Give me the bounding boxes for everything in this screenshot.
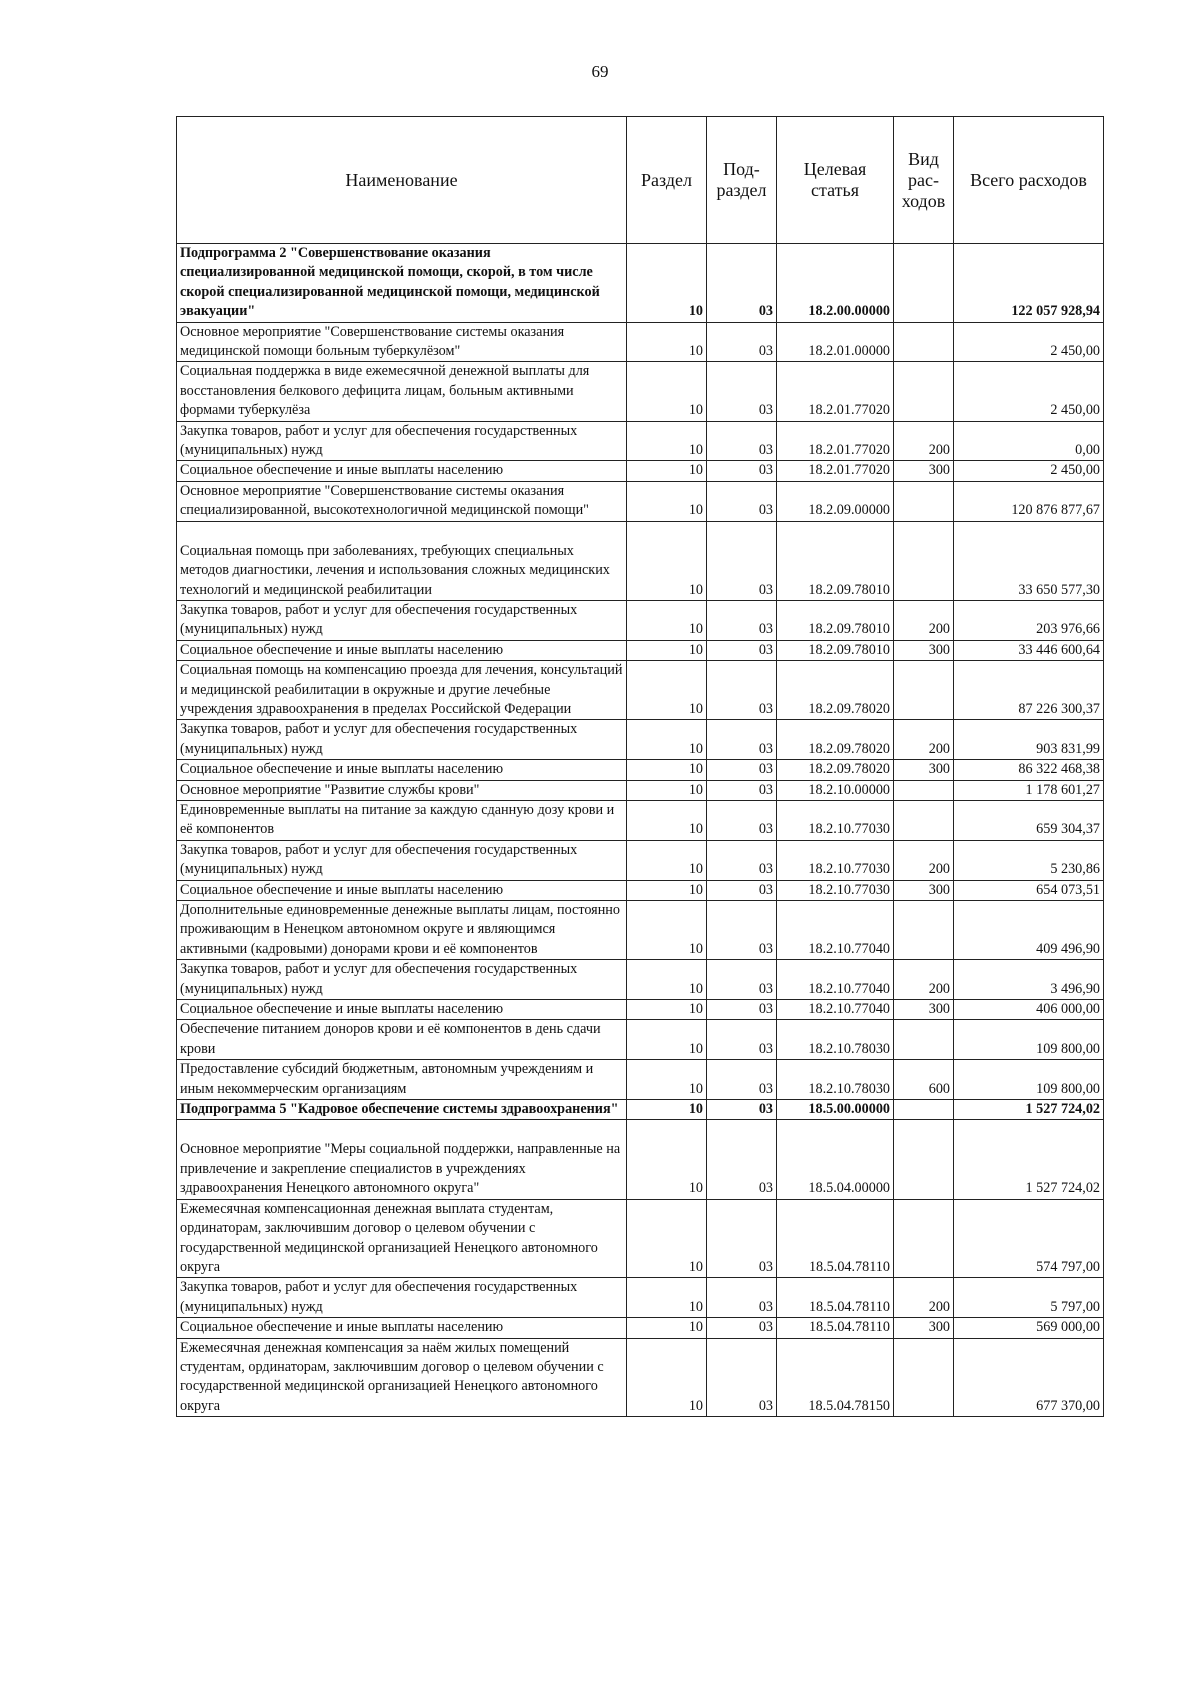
cell-vid xyxy=(894,1199,954,1278)
cell-razdel: 10 xyxy=(627,780,707,800)
cell-statya: 18.5.04.78150 xyxy=(777,1338,894,1417)
header-vid: Вид рас- ходов xyxy=(894,117,954,244)
cell-podrazdel: 03 xyxy=(707,362,777,421)
cell-name: Основное мероприятие "Совершенствование системы оказания медицинской помощи больным туберкулёзом" xyxy=(177,322,627,362)
cell-vid: 200 xyxy=(894,840,954,880)
cell-name: Основное мероприятие "Совершенствование системы оказания специализированной, высокотехнологичной медицинской помощи" xyxy=(177,481,627,521)
cell-razdel: 10 xyxy=(627,760,707,780)
cell-statya: 18.5.04.78110 xyxy=(777,1199,894,1278)
table-row xyxy=(177,640,1104,660)
cell-razdel: 10 xyxy=(627,661,707,720)
cell-total: 1 527 724,02 xyxy=(954,1120,1104,1199)
table-header-row xyxy=(177,117,1104,244)
cell-statya: 18.2.10.77030 xyxy=(777,800,894,840)
cell-vid xyxy=(894,1100,954,1120)
cell-total: 0,00 xyxy=(954,421,1104,461)
cell-vid: 300 xyxy=(894,1000,954,1020)
cell-vid: 300 xyxy=(894,640,954,660)
header-name: Наименование xyxy=(177,117,627,244)
cell-total: 406 000,00 xyxy=(954,1000,1104,1020)
table-row xyxy=(177,760,1104,780)
cell-statya: 18.2.09.78010 xyxy=(777,521,894,600)
cell-name: Социальная помощь на компенсацию проезда для лечения, консультаций и медицинской реабилитации в окружные и другие лечебные учреждения здравоохранения в пределах Российской Федерации xyxy=(177,661,627,720)
header-razdel: Раздел xyxy=(627,117,707,244)
cell-total: 5 230,86 xyxy=(954,840,1104,880)
cell-razdel: 10 xyxy=(627,800,707,840)
header-statya: Целевая статья xyxy=(777,117,894,244)
table-row xyxy=(177,521,1104,600)
cell-total: 120 876 877,67 xyxy=(954,481,1104,521)
cell-razdel: 10 xyxy=(627,960,707,1000)
cell-razdel: 10 xyxy=(627,461,707,481)
cell-podrazdel: 03 xyxy=(707,1278,777,1318)
cell-podrazdel: 03 xyxy=(707,901,777,960)
cell-statya: 18.2.01.77020 xyxy=(777,362,894,421)
cell-vid: 300 xyxy=(894,461,954,481)
cell-name: Социальное обеспечение и иные выплаты населению xyxy=(177,1000,627,1020)
cell-vid: 600 xyxy=(894,1060,954,1100)
cell-total: 2 450,00 xyxy=(954,362,1104,421)
cell-vid xyxy=(894,800,954,840)
cell-razdel: 10 xyxy=(627,322,707,362)
cell-name: Подпрограмма 5 "Кадровое обеспечение системы здравоохранения" xyxy=(177,1100,627,1120)
cell-name: Социальное обеспечение и иные выплаты населению xyxy=(177,1318,627,1338)
cell-total: 659 304,37 xyxy=(954,800,1104,840)
table-row xyxy=(177,880,1104,900)
table-row xyxy=(177,421,1104,461)
cell-podrazdel: 03 xyxy=(707,780,777,800)
cell-name: Ежемесячная компенсационная денежная выплата студентам, ординаторам, заключившим договор о целевом обучении с государственной медицинской организацией Ненецкого автономного округа xyxy=(177,1199,627,1278)
table-row xyxy=(177,1278,1104,1318)
cell-podrazdel: 03 xyxy=(707,1338,777,1417)
cell-total: 654 073,51 xyxy=(954,880,1104,900)
cell-vid xyxy=(894,780,954,800)
cell-vid xyxy=(894,521,954,600)
cell-total: 2 450,00 xyxy=(954,322,1104,362)
cell-statya: 18.5.00.00000 xyxy=(777,1100,894,1120)
table-row xyxy=(177,1020,1104,1060)
cell-razdel: 10 xyxy=(627,1020,707,1060)
table-row xyxy=(177,481,1104,521)
cell-total: 1 178 601,27 xyxy=(954,780,1104,800)
table-row xyxy=(177,322,1104,362)
cell-podrazdel: 03 xyxy=(707,760,777,780)
cell-vid xyxy=(894,1120,954,1199)
cell-statya: 18.2.09.78020 xyxy=(777,661,894,720)
cell-podrazdel: 03 xyxy=(707,481,777,521)
table-row xyxy=(177,1000,1104,1020)
cell-statya: 18.5.04.78110 xyxy=(777,1278,894,1318)
cell-vid: 200 xyxy=(894,600,954,640)
cell-statya: 18.2.10.77040 xyxy=(777,1000,894,1020)
cell-name: Ежемесячная денежная компенсация за наём жилых помещений студентам, ординаторам, заключившим договор о целевом обучении с государственной медицинской организацией Ненецкого автономного округа xyxy=(177,1338,627,1417)
cell-podrazdel: 03 xyxy=(707,880,777,900)
cell-total: 86 322 468,38 xyxy=(954,760,1104,780)
header-podrazdel: Под- раздел xyxy=(707,117,777,244)
cell-vid xyxy=(894,661,954,720)
cell-name: Единовременные выплаты на питание за каждую сданную дозу крови и её компонентов xyxy=(177,800,627,840)
cell-name: Закупка товаров, работ и услуг для обеспечения государственных (муниципальных) нужд xyxy=(177,600,627,640)
cell-name: Закупка товаров, работ и услуг для обеспечения государственных (муниципальных) нужд xyxy=(177,840,627,880)
cell-podrazdel: 03 xyxy=(707,1060,777,1100)
cell-total: 677 370,00 xyxy=(954,1338,1104,1417)
cell-total: 122 057 928,94 xyxy=(954,244,1104,323)
cell-total: 1 527 724,02 xyxy=(954,1100,1104,1120)
cell-podrazdel: 03 xyxy=(707,1100,777,1120)
cell-podrazdel: 03 xyxy=(707,661,777,720)
cell-podrazdel: 03 xyxy=(707,600,777,640)
cell-razdel: 10 xyxy=(627,421,707,461)
cell-statya: 18.2.00.00000 xyxy=(777,244,894,323)
cell-name: Социальное обеспечение и иные выплаты населению xyxy=(177,640,627,660)
cell-podrazdel: 03 xyxy=(707,840,777,880)
cell-razdel: 10 xyxy=(627,720,707,760)
cell-total: 5 797,00 xyxy=(954,1278,1104,1318)
cell-statya: 18.2.01.77020 xyxy=(777,421,894,461)
cell-statya: 18.5.04.00000 xyxy=(777,1120,894,1199)
cell-total: 109 800,00 xyxy=(954,1020,1104,1060)
cell-razdel: 10 xyxy=(627,880,707,900)
cell-statya: 18.2.09.78010 xyxy=(777,640,894,660)
cell-podrazdel: 03 xyxy=(707,322,777,362)
cell-total: 3 496,90 xyxy=(954,960,1104,1000)
table-row xyxy=(177,600,1104,640)
cell-name: Подпрограмма 2 "Совершенствование оказания специализированной медицинской помощи, скорой, в том числе скорой специализированной медицинской помощи, медицинской эвакуации" xyxy=(177,244,627,323)
cell-name: Закупка товаров, работ и услуг для обеспечения государственных (муниципальных) нужд xyxy=(177,720,627,760)
table-row xyxy=(177,1100,1104,1120)
cell-razdel: 10 xyxy=(627,481,707,521)
cell-podrazdel: 03 xyxy=(707,521,777,600)
cell-statya: 18.2.09.78010 xyxy=(777,600,894,640)
cell-vid xyxy=(894,901,954,960)
cell-razdel: 10 xyxy=(627,521,707,600)
cell-vid: 200 xyxy=(894,421,954,461)
cell-vid: 300 xyxy=(894,760,954,780)
table-row xyxy=(177,901,1104,960)
cell-total: 87 226 300,37 xyxy=(954,661,1104,720)
cell-razdel: 10 xyxy=(627,1000,707,1020)
cell-razdel: 10 xyxy=(627,1338,707,1417)
cell-podrazdel: 03 xyxy=(707,960,777,1000)
cell-podrazdel: 03 xyxy=(707,1020,777,1060)
page-number: 69 xyxy=(591,62,609,81)
cell-statya: 18.2.10.77040 xyxy=(777,960,894,1000)
table-row xyxy=(177,461,1104,481)
cell-razdel: 10 xyxy=(627,901,707,960)
table-row xyxy=(177,1120,1104,1199)
cell-name: Дополнительные единовременные денежные выплаты лицам, постоянно проживающим в Ненецком автономном округе и являющимся активными (кадровыми) донорами крови и её компонентов xyxy=(177,901,627,960)
cell-razdel: 10 xyxy=(627,600,707,640)
cell-name: Социальная помощь при заболеваниях, требующих специальных методов диагностики, лечения и использования сложных медицинских технологий и медицинской реабилитации xyxy=(177,521,627,600)
cell-total: 409 496,90 xyxy=(954,901,1104,960)
cell-statya: 18.2.10.78030 xyxy=(777,1060,894,1100)
cell-statya: 18.2.09.78020 xyxy=(777,760,894,780)
table-row xyxy=(177,244,1104,323)
budget-table xyxy=(176,116,1104,1417)
cell-statya: 18.2.09.78020 xyxy=(777,720,894,760)
cell-razdel: 10 xyxy=(627,640,707,660)
cell-statya: 18.2.09.00000 xyxy=(777,481,894,521)
cell-statya: 18.2.10.78030 xyxy=(777,1020,894,1060)
table-row xyxy=(177,1318,1104,1338)
cell-vid: 200 xyxy=(894,1278,954,1318)
cell-vid: 300 xyxy=(894,1318,954,1338)
cell-total: 903 831,99 xyxy=(954,720,1104,760)
cell-podrazdel: 03 xyxy=(707,461,777,481)
table-row xyxy=(177,960,1104,1000)
cell-razdel: 10 xyxy=(627,1060,707,1100)
cell-vid xyxy=(894,244,954,323)
header-total: Всего расходов xyxy=(954,117,1104,244)
cell-podrazdel: 03 xyxy=(707,1120,777,1199)
cell-razdel: 10 xyxy=(627,840,707,880)
cell-vid xyxy=(894,1020,954,1060)
cell-name: Закупка товаров, работ и услуг для обеспечения государственных (муниципальных) нужд xyxy=(177,421,627,461)
table-row xyxy=(177,362,1104,421)
cell-name: Основное мероприятие "Развитие службы крови" xyxy=(177,780,627,800)
cell-vid: 300 xyxy=(894,880,954,900)
cell-total: 109 800,00 xyxy=(954,1060,1104,1100)
cell-total: 569 000,00 xyxy=(954,1318,1104,1338)
cell-podrazdel: 03 xyxy=(707,1000,777,1020)
cell-podrazdel: 03 xyxy=(707,640,777,660)
cell-total: 33 650 577,30 xyxy=(954,521,1104,600)
cell-podrazdel: 03 xyxy=(707,800,777,840)
cell-name: Социальная поддержка в виде ежемесячной денежной выплаты для восстановления белкового дефицита лицам, больным активными формами туберкулёза xyxy=(177,362,627,421)
cell-name: Предоставление субсидий бюджетным, автономным учреждениям и иным некоммерческим организациям xyxy=(177,1060,627,1100)
cell-name: Основное мероприятие "Меры социальной поддержки, направленные на привлечение и закрепление специалистов в учреждениях здравоохранения Ненецкого автономного округа" xyxy=(177,1120,627,1199)
cell-razdel: 10 xyxy=(627,244,707,323)
cell-total: 203 976,66 xyxy=(954,600,1104,640)
cell-statya: 18.2.10.77030 xyxy=(777,840,894,880)
cell-podrazdel: 03 xyxy=(707,421,777,461)
table-row xyxy=(177,720,1104,760)
cell-vid xyxy=(894,322,954,362)
cell-total: 2 450,00 xyxy=(954,461,1104,481)
cell-name: Обеспечение питанием доноров крови и её компонентов в день сдачи крови xyxy=(177,1020,627,1060)
cell-statya: 18.2.01.77020 xyxy=(777,461,894,481)
cell-razdel: 10 xyxy=(627,1318,707,1338)
cell-vid xyxy=(894,362,954,421)
cell-name: Социальное обеспечение и иные выплаты населению xyxy=(177,760,627,780)
table-row xyxy=(177,1060,1104,1100)
table-row xyxy=(177,1199,1104,1278)
cell-razdel: 10 xyxy=(627,1100,707,1120)
cell-podrazdel: 03 xyxy=(707,1199,777,1278)
cell-statya: 18.2.10.00000 xyxy=(777,780,894,800)
cell-name: Социальное обеспечение и иные выплаты населению xyxy=(177,461,627,481)
table-row xyxy=(177,1338,1104,1417)
cell-podrazdel: 03 xyxy=(707,244,777,323)
cell-razdel: 10 xyxy=(627,1120,707,1199)
cell-vid xyxy=(894,1338,954,1417)
cell-razdel: 10 xyxy=(627,362,707,421)
table-body xyxy=(177,244,1104,1417)
cell-statya: 18.2.10.77030 xyxy=(777,880,894,900)
cell-vid: 200 xyxy=(894,720,954,760)
table-row xyxy=(177,780,1104,800)
cell-name: Социальное обеспечение и иные выплаты населению xyxy=(177,880,627,900)
table-row xyxy=(177,840,1104,880)
cell-statya: 18.2.10.77040 xyxy=(777,901,894,960)
cell-vid xyxy=(894,481,954,521)
cell-total: 33 446 600,64 xyxy=(954,640,1104,660)
cell-statya: 18.2.01.00000 xyxy=(777,322,894,362)
cell-name: Закупка товаров, работ и услуг для обеспечения государственных (муниципальных) нужд xyxy=(177,960,627,1000)
table-row xyxy=(177,800,1104,840)
cell-podrazdel: 03 xyxy=(707,720,777,760)
cell-total: 574 797,00 xyxy=(954,1199,1104,1278)
cell-podrazdel: 03 xyxy=(707,1318,777,1338)
cell-statya: 18.5.04.78110 xyxy=(777,1318,894,1338)
cell-razdel: 10 xyxy=(627,1199,707,1278)
cell-razdel: 10 xyxy=(627,1278,707,1318)
cell-name: Закупка товаров, работ и услуг для обеспечения государственных (муниципальных) нужд xyxy=(177,1278,627,1318)
table-row xyxy=(177,661,1104,720)
cell-vid: 200 xyxy=(894,960,954,1000)
